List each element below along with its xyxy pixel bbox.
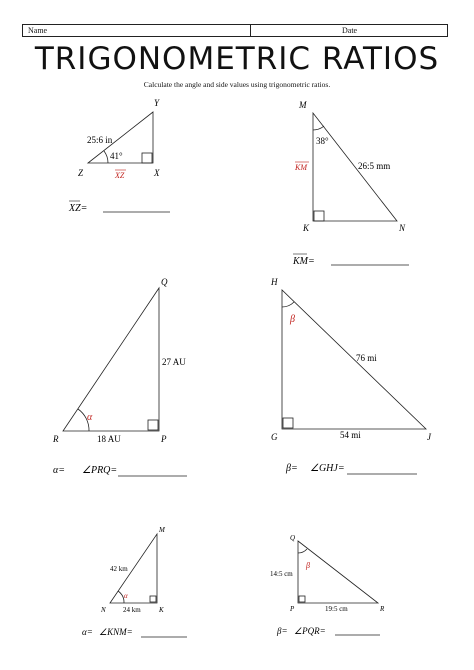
side-label: 76 mi (356, 353, 377, 363)
answer-prompt: XZ= (69, 203, 88, 214)
worksheet-instructions: Calculate the angle and side values using trigonometric ratios. (143, 80, 331, 89)
right-angle-marker-4 (283, 418, 293, 428)
right-angle-marker-5 (150, 596, 156, 602)
angle-arc-2 (313, 126, 324, 130)
side-label: 14:5 cm (270, 570, 293, 578)
angle-label: β (290, 314, 295, 325)
side-label: 54 mi (340, 430, 361, 440)
vertex-label: Z (78, 168, 84, 178)
vertex-label: J (427, 432, 431, 442)
vertex-label: P (161, 434, 167, 444)
angle-label: 41° (110, 151, 123, 161)
angle-label: β (306, 561, 310, 570)
unknown-side-label: KM (295, 163, 307, 172)
side-label: 25:6 in (87, 135, 113, 145)
right-angle-marker-3 (148, 420, 158, 430)
answer-prompt: ∠PQR= (294, 626, 326, 636)
side-label: 26:5 mm (358, 161, 391, 171)
triangle-4 (282, 290, 426, 429)
triangle-3 (63, 288, 159, 431)
answer-prompt: ∠GHJ= (310, 463, 345, 474)
vertex-label: K (159, 606, 164, 614)
vertex-label: P (290, 605, 295, 613)
vertex-label: M (159, 526, 165, 534)
side-label: 24 km (123, 606, 141, 614)
vertex-label: G (271, 432, 278, 442)
answer-prompt: ∠PRQ= (82, 465, 118, 476)
vertex-label: Y (154, 98, 160, 108)
angle-label: α (124, 592, 128, 600)
vertex-label: M (299, 100, 307, 110)
name-label: Name (28, 26, 48, 35)
right-angle-marker-6 (299, 596, 305, 602)
side-label: 18 AU (97, 434, 121, 444)
answer-prompt: KM= (293, 256, 315, 267)
answer-prompt: ∠KNM= (99, 627, 133, 637)
angle-arc-1 (104, 151, 108, 163)
vertex-label: X (154, 168, 160, 178)
answer-prompt: β= (277, 626, 288, 636)
angle-arc-4 (282, 302, 294, 307)
vertex-label: H (271, 277, 278, 287)
answer-prompt: α= (53, 465, 65, 476)
vertex-label: K (303, 223, 310, 233)
vertex-label: R (53, 434, 59, 444)
unknown-side-label: XZ (115, 171, 125, 180)
side-label: 27 AU (162, 357, 186, 367)
side-label: 19:5 cm (325, 605, 348, 613)
right-angle-marker-1 (142, 153, 152, 163)
answer-prompt: α= (82, 627, 93, 637)
vertex-label: N (399, 223, 406, 233)
angle-label: 38° (316, 136, 329, 146)
worksheet-title: TRIGONOMETRIC RATIOS (34, 41, 440, 77)
side-label: 42 km (110, 565, 128, 573)
date-label: Date (342, 26, 358, 35)
vertex-label: Q (161, 277, 168, 287)
triangle-6 (298, 541, 378, 603)
answer-prompt: β= (286, 463, 298, 474)
right-angle-marker-2 (314, 211, 324, 221)
angle-arc-6 (298, 549, 307, 553)
vertex-label: N (101, 606, 106, 614)
vertex-label: Q (290, 534, 296, 542)
vertex-label: R (380, 605, 385, 613)
angle-label: α (87, 412, 93, 423)
